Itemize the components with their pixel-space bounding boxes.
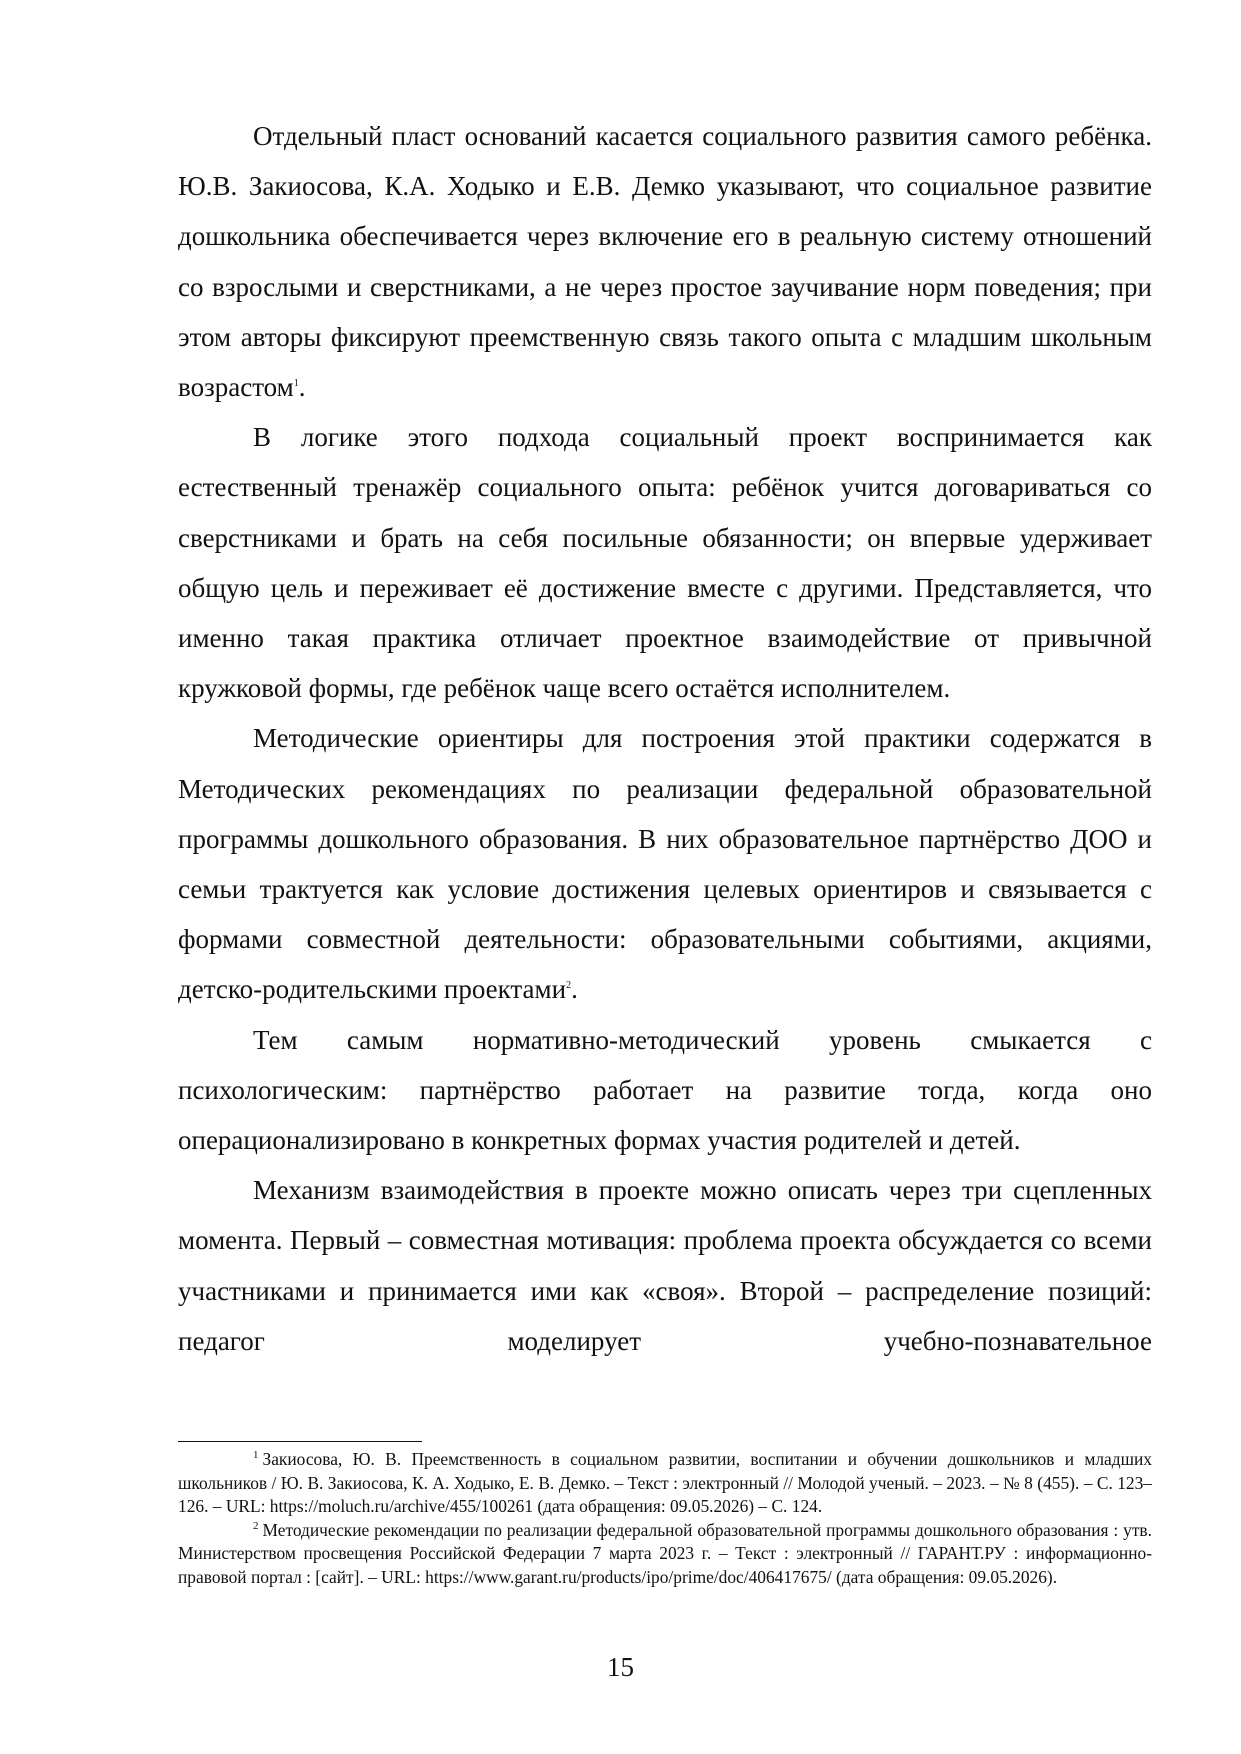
footnote-reference-2[interactable]: 2 bbox=[566, 980, 572, 992]
body-text bbox=[178, 111, 1152, 1366]
paragraph-normative-level bbox=[178, 1015, 1152, 1166]
paragraph-tail: . bbox=[571, 974, 578, 1005]
paragraph-tail: . bbox=[298, 372, 306, 403]
footnote-number: 1 bbox=[253, 1449, 259, 1462]
paragraph-methodical-guidelines bbox=[178, 713, 1152, 1014]
footnote-separator bbox=[178, 1441, 422, 1442]
paragraph-social-development bbox=[178, 111, 1152, 412]
footnote-1 bbox=[178, 1448, 1152, 1519]
footnote-2 bbox=[178, 1519, 1152, 1590]
footnote-text: Методические рекомендации по реализации федеральной образовательной программы дошкольного образования : утв. Министерством просвещения Российской Федерации 7 марта 2023 г. – Текст : электронный // ГАРАНТ.РУ : информационно-правовой портал : [сайт]. – URL: https://www.garant.ru/products/ipo/prime/doc/406417675/ (дата обращения: 09.05.2026). bbox=[178, 1519, 1152, 1587]
paragraph-text: В логике этого подхода социальный проект воспринимается как естественный тренажёр социального опыта: ребёнок учится договариваться со сверстниками и брать на себя посильные обязанности; он впервые удерживает общую цель и переживает её достижение вместе с другими. Представляется, что именно такая практика отличает проектное взаимодействие от привычной кружковой формы, где ребёнок чаще всего остаётся исполнителем. bbox=[178, 422, 1152, 704]
paragraph-text: Отдельный пласт оснований касается социального развития самого ребёнка. Ю.В. Закиосова, К.А. Ходыко и Е.В. Демко указывают, что социальное развитие дошкольника обеспечивается через включение его в реальную систему отношений со взрослыми и сверстниками, а не через простое заучивание норм поведения; при этом авторы фиксируют преемственную связь такого опыта с младшим школьным возрастом bbox=[178, 121, 1152, 403]
paragraph-text: Механизм взаимодействия в проекте можно описать через три сцепленных момента. Первый – совместная мотивация: проблема проекта обсуждается со всеми участниками и принимается ими как «своя». Второй – распределение позиций: педагог моделирует учебно-познавательное bbox=[178, 1175, 1152, 1356]
footnote-reference-1[interactable]: 1 bbox=[293, 378, 299, 390]
footnote-number: 2 bbox=[253, 1519, 259, 1532]
paragraph-text: Тем самым нормативно-методический уровень смыкается с психологическим: партнёрство работает на развитие тогда, когда оно операционализировано в конкретных формах участия родителей и детей. bbox=[178, 1024, 1152, 1156]
paragraph-text: Методические ориентиры для построения этой практики содержатся в Методических рекомендациях по реализации федеральной образовательной программы дошкольного образования. В них образовательное партнёрство ДОО и семьи трактуется как условие достижения целевых ориентиров и связывается с формами совместной деятельности: образовательными событиями, акциями, детско-родительскими проектами bbox=[178, 723, 1152, 1005]
paragraph-social-project bbox=[178, 412, 1152, 713]
footnote-text: Закиосова, Ю. В. Преемственность в социальном развитии, воспитании и обучении дошкольников и младших школьников / Ю. В. Закиосова, К. А. Ходыко, Е. В. Демко. – Текст : электронный // Молодой ученый. – 2023. – № 8 (455). – С. 123–126. – URL: https://moluch.ru/archive/455/100261 (дата обращения: 09.05.2026) – С. 124. bbox=[178, 1449, 1152, 1517]
page-number: 15 bbox=[607, 1652, 634, 1682]
paragraph-interaction-mechanism bbox=[178, 1165, 1152, 1366]
footnotes bbox=[178, 1448, 1152, 1590]
